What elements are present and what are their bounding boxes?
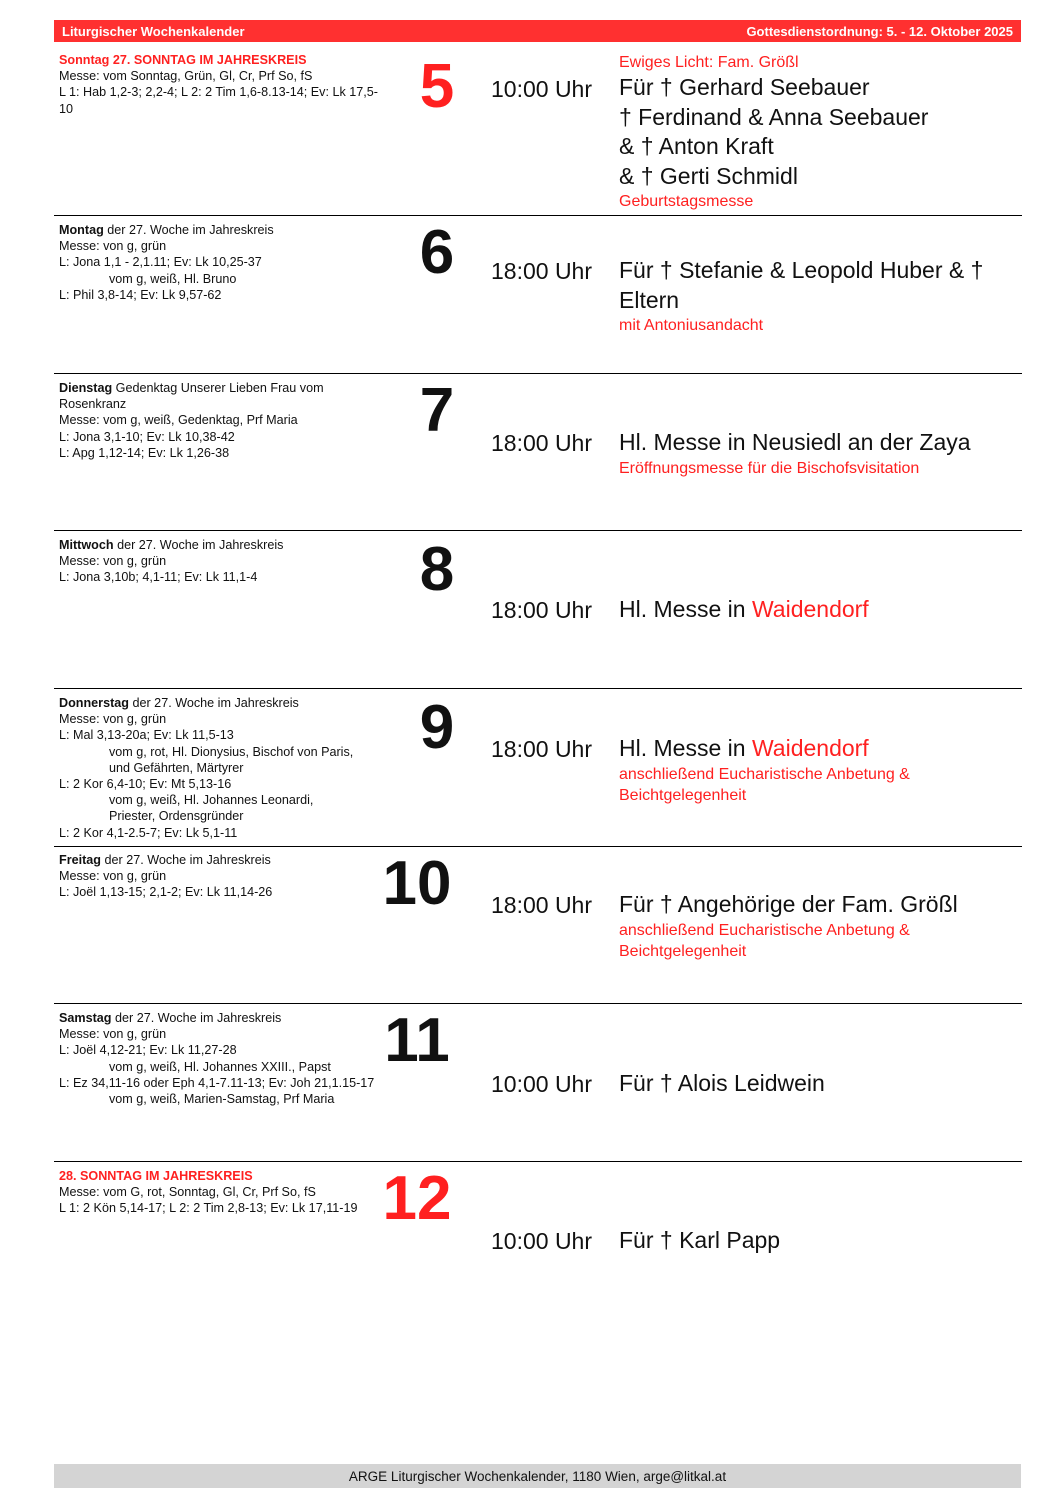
day-block-friday-10 (54, 847, 1022, 1004)
day-title: Montag (59, 223, 104, 237)
day-block-sunday-12 (54, 1162, 1022, 1320)
mass-time: 18:00 Uhr (491, 892, 593, 918)
header-date-range: Gottesdienstordnung: 5. - 12. Oktober 2025 (746, 23, 1013, 39)
liturgy-alt-line: vom g, rot, Hl. Dionysius, Bischof von Paris, (109, 744, 354, 759)
mass-intention: Für † Angehörige der Fam. Größl (619, 891, 958, 917)
mass-time: 18:00 Uhr (491, 258, 593, 284)
liturgy-line: L: Jona 3,10b; 4,1-11; Ev: Lk 11,1-4 (59, 570, 258, 585)
liturgy-line: Messe: vom G, rot, Sonntag, Gl, Cr, Prf So, fS (59, 1185, 316, 1200)
day-block-thursday-9 (54, 689, 1022, 847)
liturgy-line: L: Ez 34,11-16 oder Eph 4,1-7.11-13; Ev: Joh 21,1.15-17 (59, 1075, 375, 1090)
mass-details (619, 734, 1019, 806)
liturgy-alt-line: vom g, weiß, Hl. Johannes Leonardi, (109, 793, 314, 808)
liturgy-line: L: Jona 3,1-10; Ev: Lk 10,38-42 (59, 429, 235, 444)
day-block-sunday-5 (54, 50, 1022, 216)
mass-details (619, 428, 1019, 479)
day-title: Sonntag 27. SONNTAG IM JAHRESKREIS (59, 53, 307, 67)
liturgy-line: L: 2 Kor 6,4-10; Ev: Mt 5,13-16 (59, 777, 232, 792)
mass-time: 10:00 Uhr (491, 1228, 593, 1254)
day-subtitle: der 27. Woche im Jahreskreis (113, 538, 284, 552)
mass-note: mit Antoniusandacht (619, 317, 764, 334)
day-title: Donnerstag (59, 696, 129, 710)
mass-details (619, 890, 1019, 962)
mass-details (619, 1069, 1019, 1099)
liturgy-line: L: Apg 1,12-14; Ev: Lk 1,26-38 (59, 445, 230, 460)
mass-intention: Für † Stefanie & Leopold Huber & † Eltern (619, 257, 984, 313)
mass-intention: & † Anton Kraft (619, 133, 774, 159)
day-number: 12 (382, 1164, 452, 1233)
day-number: 11 (384, 1006, 450, 1075)
day-block-wednesday-8 (54, 531, 1022, 689)
mass-intention: Hl. Messe in Neusiedl an der Zaya (619, 429, 971, 455)
mass-intention: Für † Alois Leidwein (619, 1070, 825, 1096)
liturgy-info (59, 537, 389, 586)
day-number: 5 (419, 52, 455, 121)
mass-details (619, 52, 1019, 212)
liturgy-info (59, 222, 389, 303)
liturgy-line: Messe: vom Sonntag, Grün, Gl, Cr, Prf So, fS (59, 69, 313, 84)
mass-note: anschließend Eucharistische Anbetung & Beichtgelegenheit (619, 921, 910, 960)
day-number: 9 (419, 693, 455, 762)
day-number: 10 (382, 849, 452, 918)
liturgy-alt-line: vom g, weiß, Marien-Samstag, Prf Maria (109, 1092, 335, 1107)
mass-intention: Hl. Messe in Waidendorf (619, 735, 869, 761)
liturgy-line: Messe: von g, grün (59, 712, 167, 727)
liturgy-line: L 1: 2 Kön 5,14-17; L 2: 2 Tim 2,8-13; Ev: Lk 17,11-19 (59, 1201, 358, 1216)
liturgy-alt-line: und Gefährten, Märtyrer (109, 760, 244, 775)
day-title: Dienstag (59, 381, 113, 395)
day-subtitle: der 27. Woche im Jahreskreis (128, 696, 299, 710)
mass-details (619, 595, 1019, 625)
mass-note: Geburtstagsmesse (619, 193, 754, 210)
day-subtitle: der 27. Woche im Jahreskreis (103, 223, 274, 237)
liturgy-line: Messe: von g, grün (59, 1027, 167, 1042)
eternal-light-note: Ewiges Licht: Fam. Größl (619, 54, 799, 71)
day-subtitle: der 27. Woche im Jahreskreis (111, 1011, 282, 1025)
mass-time: 10:00 Uhr (491, 1071, 593, 1097)
day-number: 8 (419, 535, 455, 604)
mass-location: Waidendorf (751, 735, 869, 761)
mass-time: 18:00 Uhr (491, 597, 593, 623)
mass-intention: & † Gerti Schmidl (619, 162, 798, 189)
liturgy-line: Messe: von g, grün (59, 554, 167, 569)
liturgy-line: L: Mal 3,13-20a; Ev: Lk 11,5-13 (59, 728, 234, 743)
liturgy-alt-line: Priester, Ordensgründer (109, 809, 244, 824)
liturgy-line: L: 2 Kor 4,1-2.5-7; Ev: Lk 5,1-11 (59, 825, 238, 840)
day-block-saturday-11 (54, 1004, 1022, 1162)
liturgy-line: L: Joël 4,12-21; Ev: Lk 11,27-28 (59, 1043, 237, 1058)
day-title: Samstag (59, 1011, 112, 1025)
day-number: 7 (419, 376, 455, 445)
mass-location: Waidendorf (751, 596, 869, 622)
day-title: Freitag (59, 853, 101, 867)
liturgy-line: L: Jona 1,1 - 2,1.11; Ev: Lk 10,25-37 (59, 255, 262, 270)
liturgy-info (59, 695, 389, 841)
liturgy-info (59, 380, 389, 461)
header-title: Liturgischer Wochenkalender (62, 23, 245, 39)
liturgy-line: Messe: von g, grün (59, 239, 167, 254)
day-subtitle: Gedenktag Unserer Lieben Frau vom Rosenkranz (59, 381, 324, 412)
page-footer (54, 1464, 1021, 1488)
day-title: 28. SONNTAG IM JAHRESKREIS (59, 1169, 253, 1183)
liturgy-alt-line: vom g, weiß, Hl. Johannes XXIII., Papst (109, 1059, 331, 1074)
mass-details (619, 256, 1019, 336)
footer-text: ARGE Liturgischer Wochenkalender, 1180 Wien, arge@litkal.at (348, 1468, 727, 1484)
liturgy-line: Messe: vom g, weiß, Gedenktag, Prf Maria (59, 413, 298, 428)
mass-intention: Für † Karl Papp (619, 1227, 781, 1253)
mass-note: anschließend Eucharistische Anbetung & Beichtgelegenheit (619, 765, 910, 804)
liturgy-line: L 1: Hab 1,2-3; 2,2-4; L 2: 2 Tim 1,6-8.13-14; Ev: Lk 17,5-10 (59, 85, 378, 116)
liturgy-line: L: Joël 1,13-15; 2,1-2; Ev: Lk 11,14-26 (59, 885, 273, 900)
mass-time: 18:00 Uhr (491, 736, 593, 762)
mass-intention: Für † Gerhard Seebauer (619, 74, 870, 100)
day-subtitle: der 27. Woche im Jahreskreis (101, 853, 271, 867)
mass-details (619, 1226, 1019, 1256)
mass-time: 10:00 Uhr (491, 76, 593, 102)
day-block-monday-6 (54, 216, 1022, 374)
liturgy-alt-line: vom g, weiß, Hl. Bruno (109, 271, 237, 286)
mass-intention: † Ferdinand & Anna Seebauer (619, 103, 929, 130)
mass-intention: Hl. Messe in Waidendorf (619, 596, 869, 622)
day-block-tuesday-7 (54, 374, 1022, 531)
liturgy-line: Messe: von g, grün (59, 869, 167, 884)
day-title: Mittwoch (59, 538, 114, 552)
mass-time: 18:00 Uhr (491, 430, 593, 456)
liturgy-line: L: Phil 3,8-14; Ev: Lk 9,57-62 (59, 287, 222, 302)
page-header (54, 20, 1021, 42)
day-number: 6 (419, 218, 455, 287)
liturgy-info (59, 52, 389, 117)
mass-note: Eröffnungsmesse für die Bischofsvisitation (619, 459, 920, 477)
